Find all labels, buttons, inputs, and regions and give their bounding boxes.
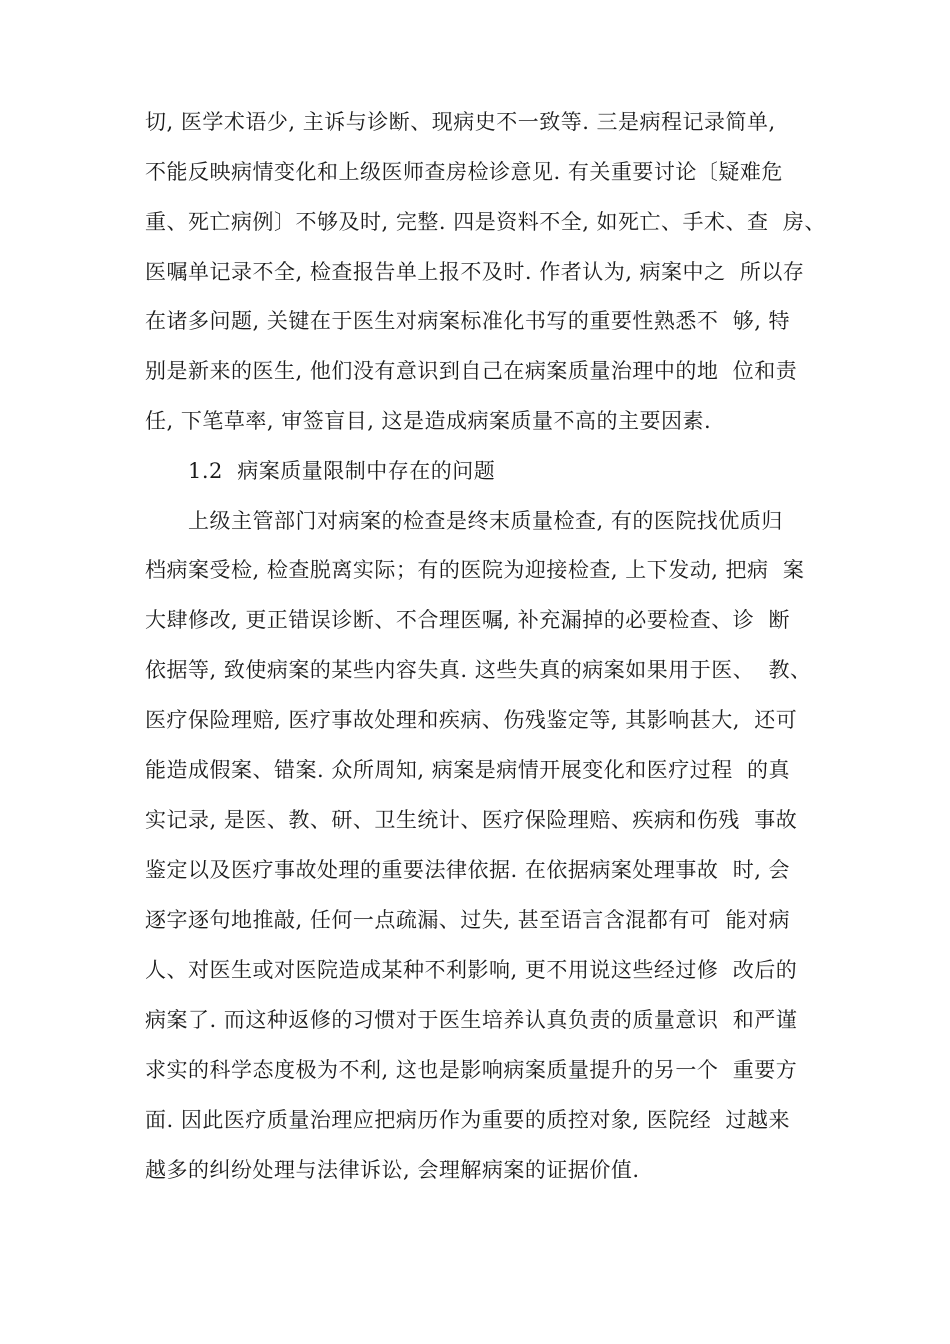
paragraph-1-line-4: 医嘱单记录不全, 检查报告单上报不及时. 作者认为, 病案中之 所以存 [145, 260, 805, 284]
paragraph-2-line-5: 医疗保险理赔, 医疗事故处理和疾病、伤残鉴定等, 其影响甚大, 还可 [145, 708, 798, 732]
paragraph-2-line-11: 病案了. 而这种返修的习惯对于医生培养认真负责的质量意识 和严谨 [145, 1008, 798, 1032]
section-heading: 1.2 病案质量限制中存在的问题 [188, 459, 496, 483]
paragraph-2-line-14: 越多的纠纷处理与法律诉讼, 会理解病案的证据价值. [145, 1158, 640, 1182]
paragraph-2-line-4: 依据等, 致使病案的某些内容失真. 这些失真的病案如果用于医、 教、 [145, 658, 812, 682]
paragraph-2-line-12: 求实的科学态度极为不利, 这也是影响病案质量提升的另一个 重要方 [145, 1058, 798, 1082]
paragraph-1-line-7: 任, 下笔草率, 审签盲目, 这是造成病案质量不高的主要因素. [145, 409, 712, 433]
paragraph-2-line-9: 逐字逐句地推敲, 任何一点疏漏、过失, 甚至语言含混都有可 能对病 [145, 908, 791, 932]
paragraph-2-line-6: 能造成假案、错案. 众所周知, 病案是病情开展变化和医疗过程 的真 [145, 758, 791, 782]
paragraph-1-line-3: 重、死亡病例〕不够及时, 完整. 四是资料不全, 如死亡、手术、查 房、 [145, 210, 826, 234]
paragraph-2-line-1: 上级主管部门对病案的检查是终末质量检查, 有的医院找优质归 [188, 509, 783, 533]
paragraph-2-line-7: 实记录, 是医、教、研、卫生统计、医疗保险理赔、疾病和伤残 事故 [145, 808, 798, 832]
paragraph-2-line-8: 鉴定以及医疗事故处理的重要法律依据. 在依据病案处理事故 时, 会 [145, 858, 791, 882]
paragraph-2-line-10: 人、对医生或对医院造成某种不利影响, 更不用说这些经过修 改后的 [145, 958, 798, 982]
paragraph-2-line-13: 面. 因此医疗质量治理应把病历作为重要的质控对象, 医院经 过越来 [145, 1108, 791, 1132]
paragraph-1-line-5: 在诸多问题, 关键在于医生对病案标准化书写的重要性熟悉不 够, 特 [145, 309, 791, 333]
paragraph-1-line-2: 不能反映病情变化和上级医师查房检诊意见. 有关重要讨论〔疑难危 [145, 160, 783, 184]
paragraph-2-line-3: 大肆修改, 更正错误诊断、不合理医嘱, 补充漏掉的必要检查、诊 断 [145, 608, 791, 632]
paragraph-1-line-1: 切, 医学术语少, 主诉与诊断、现病史不一致等. 三是病程记录简单, [145, 110, 776, 134]
paragraph-1-line-6: 别是新来的医生, 他们没有意识到自己在病案质量治理中的地 位和责 [145, 359, 798, 383]
paragraph-2-line-2: 档病案受检, 检查脱离实际；有的医院为迎接检查, 上下发动, 把病 案 [145, 558, 805, 582]
